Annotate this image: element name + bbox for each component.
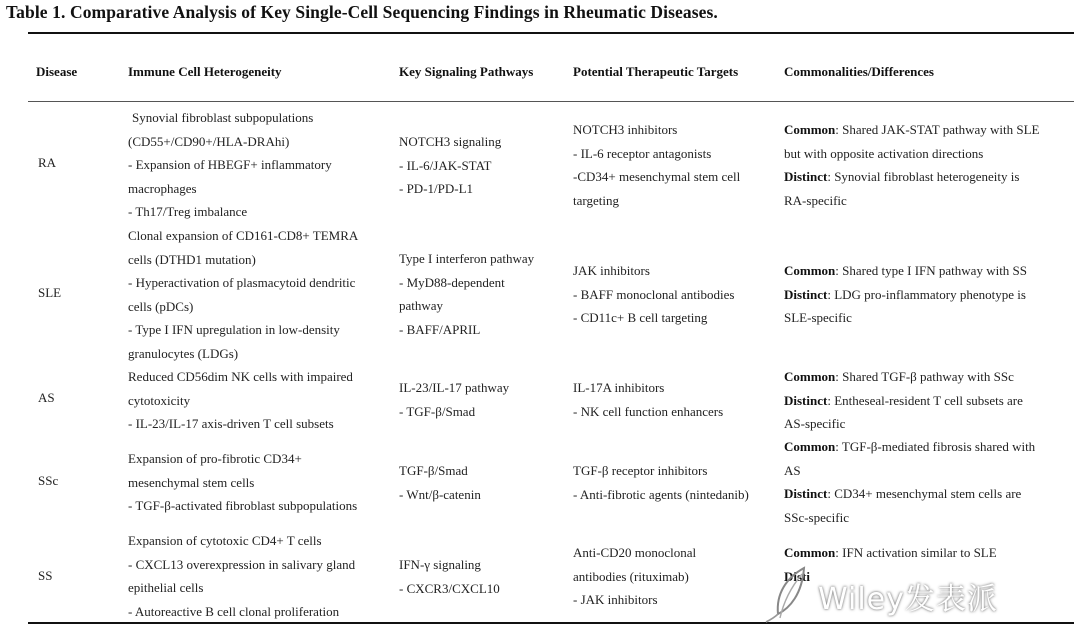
header-heterogeneity: Immune Cell Heterogeneity	[128, 64, 282, 79]
table-top-rule	[28, 32, 1074, 34]
header-disease: Disease	[36, 64, 78, 79]
as-targets: IL-17A inhibitors - NK cell function enhancers	[573, 380, 724, 419]
row-disease-ra: RA	[38, 155, 57, 170]
header-commonalities: Commonalities/Differences	[784, 64, 934, 79]
sle-heterogeneity: Clonal expansion of CD161-CD8+ TEMRA cells (DTHD1 mutation) - Hyperactivation of plasmacytoid dendritic cells (pDCs) - Type I IFN upregulation in low-density granulocytes (LDGs)	[128, 228, 359, 361]
ssc-targets: TGF-β receptor inhibitors - Anti-fibrotic agents (nintedanib)	[573, 463, 749, 502]
ra-heterogeneity: Synovial fibroblast subpopulations (CD55+/CD90+/HLA-DRAhi) - Expansion of HBEGF+ inflammatory macrophages - Th17/Treg imbalance	[128, 110, 332, 220]
sle-pathways: Type I interferon pathway - MyD88-dependent pathway - BAFF/APRIL	[399, 251, 535, 337]
ssc-heterogeneity: Expansion of pro-fibrotic CD34+ mesenchymal stem cells - TGF-β-activated fibroblast subpopulations	[128, 451, 358, 514]
row-disease-ssc: SSc	[38, 473, 59, 488]
as-commonalities: Common: Shared TGF-β pathway with SSc Distinct: Entheseal-resident T cell subsets are AS-specific	[784, 369, 1023, 432]
as-heterogeneity: Reduced CD56dim NK cells with impaired cytotoxicity - IL-23/IL-17 axis-driven T cell subsets	[128, 369, 353, 432]
header-targets: Potential Therapeutic Targets	[573, 64, 739, 79]
ra-targets: NOTCH3 inhibitors - IL-6 receptor antagonists -CD34+ mesenchymal stem cell targeting	[573, 122, 741, 208]
watermark-text: Wiley发表派	[818, 582, 998, 617]
row-disease-as: AS	[38, 390, 55, 405]
row-disease-ss: SS	[38, 568, 53, 583]
sle-targets: JAK inhibitors - BAFF monoclonal antibodies - CD11c+ B cell targeting	[573, 263, 735, 326]
table-caption: Table 1. Comparative Analysis of Key Single-Cell Sequencing Findings in Rheumatic Diseases.	[6, 2, 718, 22]
ra-pathways: NOTCH3 signaling - IL-6/JAK-STAT - PD-1/PD-L1	[399, 134, 502, 197]
row-disease-sle: SLE	[38, 285, 62, 300]
ss-targets: Anti-CD20 monoclonal antibodies (rituximab) - JAK inhibitors	[573, 545, 697, 608]
ss-commonalities: Common: IFN activation similar to SLE Disti	[784, 545, 997, 584]
sle-commonalities: Common: Shared type I IFN pathway with SS Distinct: LDG pro-inflammatory phenotype is SLE-specific	[784, 263, 1028, 326]
ssc-commonalities: Common: TGF-β-mediated fibrosis shared with AS Distinct: CD34+ mesenchymal stem cells are SSc-specific	[784, 439, 1036, 525]
ssc-pathways: TGF-β/Smad - Wnt/β-catenin	[399, 463, 481, 502]
ss-heterogeneity: Expansion of cytotoxic CD4+ T cells - CXCL13 overexpression in salivary gland epithelial cells - Autoreactive B cell clonal proliferation	[128, 533, 356, 619]
header-pathways: Key Signaling Pathways	[399, 64, 534, 79]
ra-commonalities: Common: Shared JAK-STAT pathway with SLE but with opposite activation directions Distinct: Synovial fibroblast heterogeneity is RA-specific	[784, 122, 1040, 208]
ss-pathways: IFN-γ signaling - CXCR3/CXCL10	[399, 557, 500, 596]
as-pathways: IL-23/IL-17 pathway - TGF-β/Smad	[399, 380, 510, 419]
table-header-rule	[28, 101, 1074, 102]
